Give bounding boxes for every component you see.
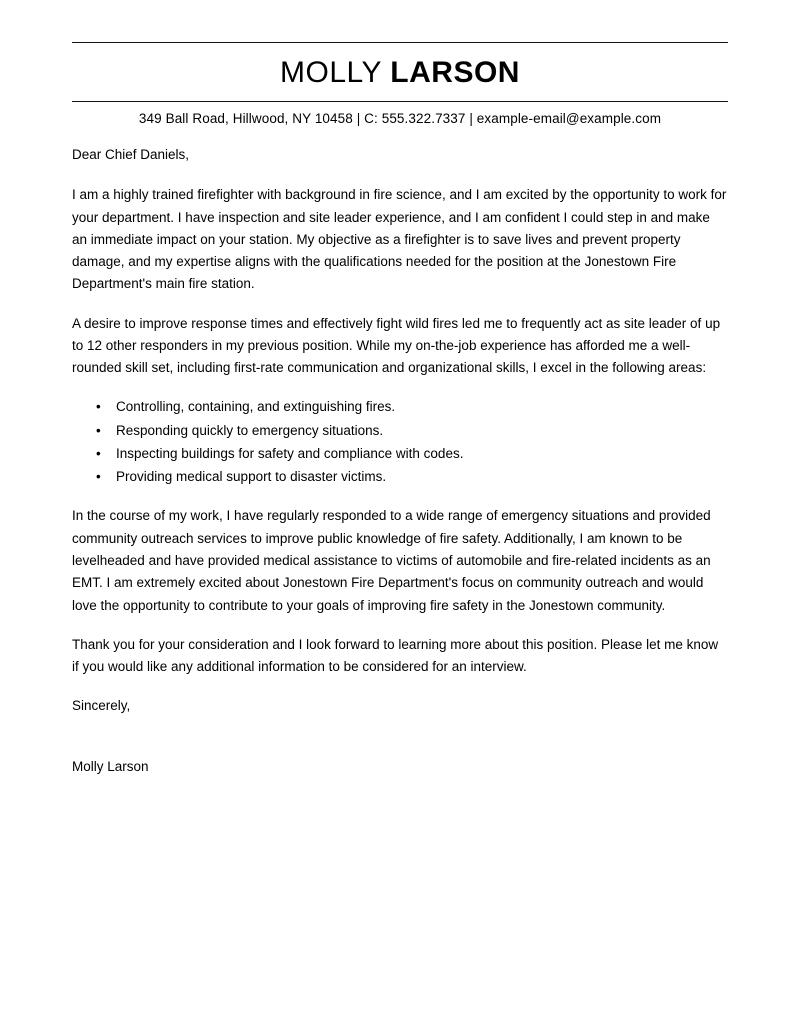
letterhead (72, 0, 728, 126)
paragraph-4: Thank you for your consideration and I look forward to learning more about this position. Please let me know if you would like any additional information to be considered for an interview. (72, 636, 719, 675)
contact-line: 349 Ball Road, Hillwood, NY 10458 | C: 555.322.7337 | example-email@example.com (138, 111, 662, 126)
list-item-label: Controlling, containing, and extinguishing fires. (116, 399, 396, 415)
list-item (72, 466, 728, 488)
letter-body (72, 126, 728, 778)
list-item (72, 443, 728, 465)
list-item (72, 420, 728, 442)
bullet-icon: • (96, 445, 101, 461)
signature-space (72, 718, 728, 756)
salutation: Dear Chief Daniels, (72, 147, 190, 162)
skills-list (72, 396, 728, 488)
page-title (72, 43, 728, 101)
bullet-icon: • (96, 399, 101, 415)
list-item-label: Providing medical support to disaster victims. (116, 469, 387, 485)
paragraph-1: I am a highly trained firefighter with background in fire science, and I am excited by the opportunity to work for your department. I have inspection and site leader experience, and I am confident I could step in and make an immediate impact on your station. My objective as a firefighter is to save lives and prevent property damage, and my expertise aligns with the qualifications needed for the position at the Jonestown Fire Department's main fire station. (72, 187, 727, 292)
list-item-label: Responding quickly to emergency situations. (116, 422, 384, 438)
paragraph-2: A desire to improve response times and effectively fight wild fires led me to frequently act as site leader of up to 12 other responders in my previous position. While my on-the-job experience has afforded me a well-rounded skill set, including first-rate communication and organizational skills, I excel in the following areas: (72, 315, 721, 376)
first-name: MOLLY (280, 56, 382, 89)
closing: Sincerely, (72, 698, 131, 714)
signature-name: Molly Larson (72, 758, 149, 774)
bullet-icon: • (96, 422, 101, 438)
list-item-label: Inspecting buildings for safety and compliance with codes. (116, 445, 464, 461)
list-item (72, 396, 728, 418)
bullet-icon: • (96, 469, 101, 485)
last-name: LARSON (390, 56, 520, 89)
paragraph-3: In the course of my work, I have regularly responded to a wide range of emergency situations and provided community outreach services to improve public knowledge of fire safety. Additionally, I am known to be levelheaded and have provided medical assistance to victims of automobile and fire-related incidents as an EMT. I am extremely excited about Jonestown Fire Department's focus on community outreach and would love the opportunity to contribute to your goals of improving fire safety in the Jonestown community. (72, 508, 711, 613)
